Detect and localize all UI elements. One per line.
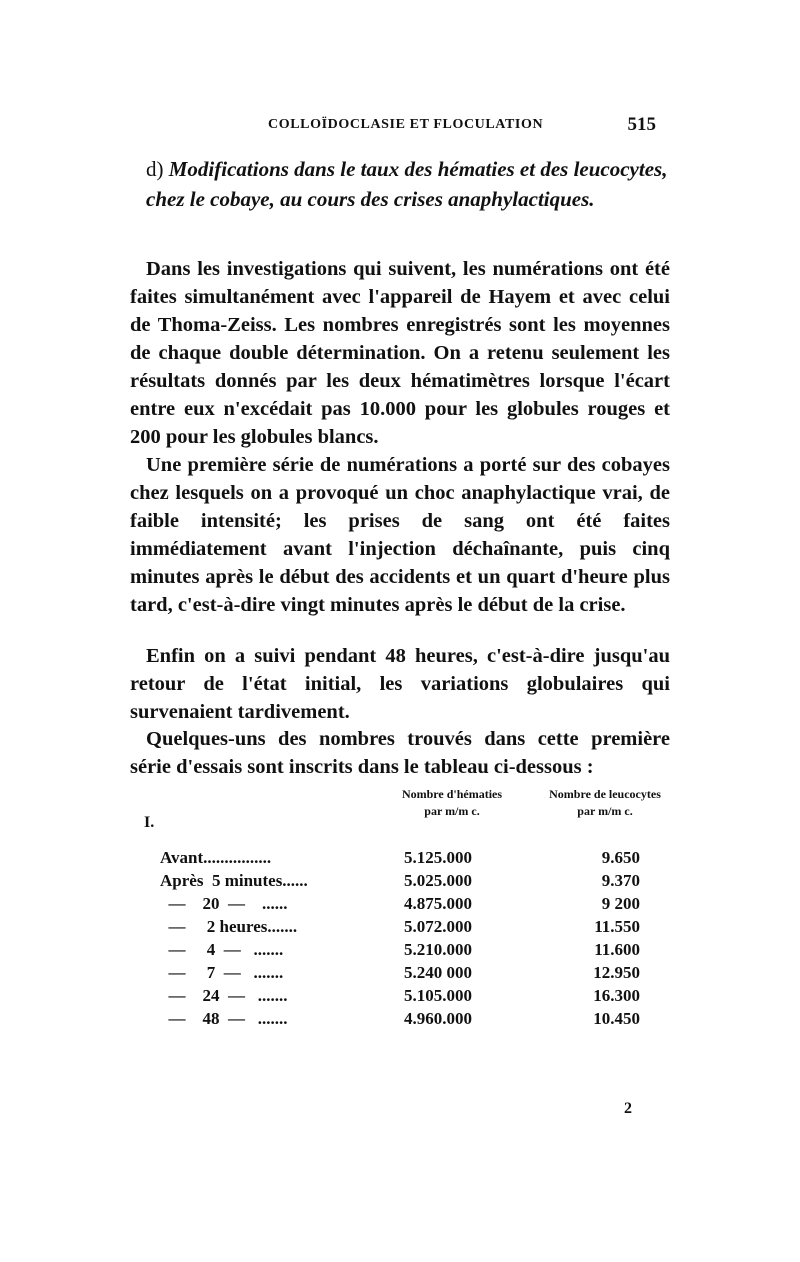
paragraph-1: Dans les investigations qui suivent, les numérations ont été faites simultanément avec l'appareil de Hayem et avec celui de Thoma-Zeiss. Les nombres enregistrés sont les moyennes de chaque double détermination. On a retenu seulement les résultats donnés par les deux hématimètres lorsque l'écart entre eux n'excédait pas 10.000 pour les globules rouges et 200 pour les globules blancs. — [130, 257, 670, 448]
table-row — [160, 986, 650, 1009]
table-row — [160, 848, 650, 871]
hematies-value: 5.125.000 — [404, 848, 472, 867]
row-label: Avant................ — [160, 848, 272, 867]
paragraph-4: Quelques-uns des nombres trouvés dans cette première série d'essais sont inscrits dans le tableau ci-dessous : — [130, 727, 670, 778]
column-header-leucocytes: Nombre de leucocytes par m/m c. — [549, 787, 661, 818]
page-number: 515 — [627, 114, 656, 135]
hematies-value: 5.240 000 — [404, 963, 472, 982]
section-title-text: Modifications dans le taux des hématies et des leucocytes, chez le cobaye, au cours des crises anaphylactiques. — [146, 157, 668, 211]
leucocytes-value: 11.550 — [594, 917, 640, 936]
leucocytes-value: 10.450 — [593, 1009, 640, 1028]
hematies-value: 5.210.000 — [404, 940, 472, 959]
leucocytes-value: 12.950 — [593, 963, 640, 982]
leucocytes-value: 11.600 — [594, 940, 640, 959]
row-label: — 4 — ....... — [160, 940, 284, 959]
hematies-value: 5.072.000 — [404, 917, 472, 936]
paragraph-2: Une première série de numérations a porté sur des cobayes chez lesquels on a provoqué un choc anaphylactique vrai, de faible intensité; les prises de sang ont été faites immédiatement avant l'injection déchaînante, puis cinq minutes après le début des accidents et un quart d'heure plus tard, c'est-à-dire vingt minutes après le début de la crise. — [130, 453, 670, 616]
row-label: — 24 — ....... — [160, 986, 288, 1005]
row-label: — 48 — ....... — [160, 1009, 288, 1028]
hematies-value: 4.875.000 — [404, 894, 472, 913]
section-title — [146, 154, 670, 214]
row-label: Après 5 minutes...... — [160, 871, 308, 890]
running-title: COLLOÏDOCLASIE ET FLOCULATION — [268, 117, 544, 132]
hematies-value: 4.960.000 — [404, 1009, 472, 1028]
page-header — [268, 114, 656, 139]
table-row — [160, 917, 650, 940]
row-label: — 2 heures....... — [160, 917, 298, 936]
leucocytes-value: 9 200 — [601, 894, 640, 913]
column-header-hematies: Nombre d'hématies par m/m c. — [401, 787, 503, 818]
leucocytes-value: 9.650 — [601, 848, 640, 867]
row-label: — 20 — ...... — [160, 894, 288, 913]
table-body — [160, 848, 650, 1032]
table-row — [160, 1009, 650, 1032]
hematies-value: 5.105.000 — [404, 986, 472, 1005]
data-table — [130, 780, 670, 1040]
leucocytes-value: 16.300 — [593, 986, 640, 1005]
table-row — [160, 963, 650, 986]
leucocytes-value: 9.370 — [601, 871, 640, 890]
table-row — [160, 894, 650, 917]
table-row — [160, 940, 650, 963]
hematies-value: 5.025.000 — [404, 871, 472, 890]
table-number: I. — [144, 814, 155, 831]
section-marker: d) — [146, 157, 164, 181]
paragraph-3: Enfin on a suivi pendant 48 heures, c'est-à-dire jusqu'au retour de l'état initial, les variations globulaires qui survenaient tardivement. — [130, 644, 670, 723]
signature-mark: 2 — [624, 1100, 632, 1117]
row-label: — 7 — ....... — [160, 963, 284, 982]
table-row — [160, 871, 650, 894]
